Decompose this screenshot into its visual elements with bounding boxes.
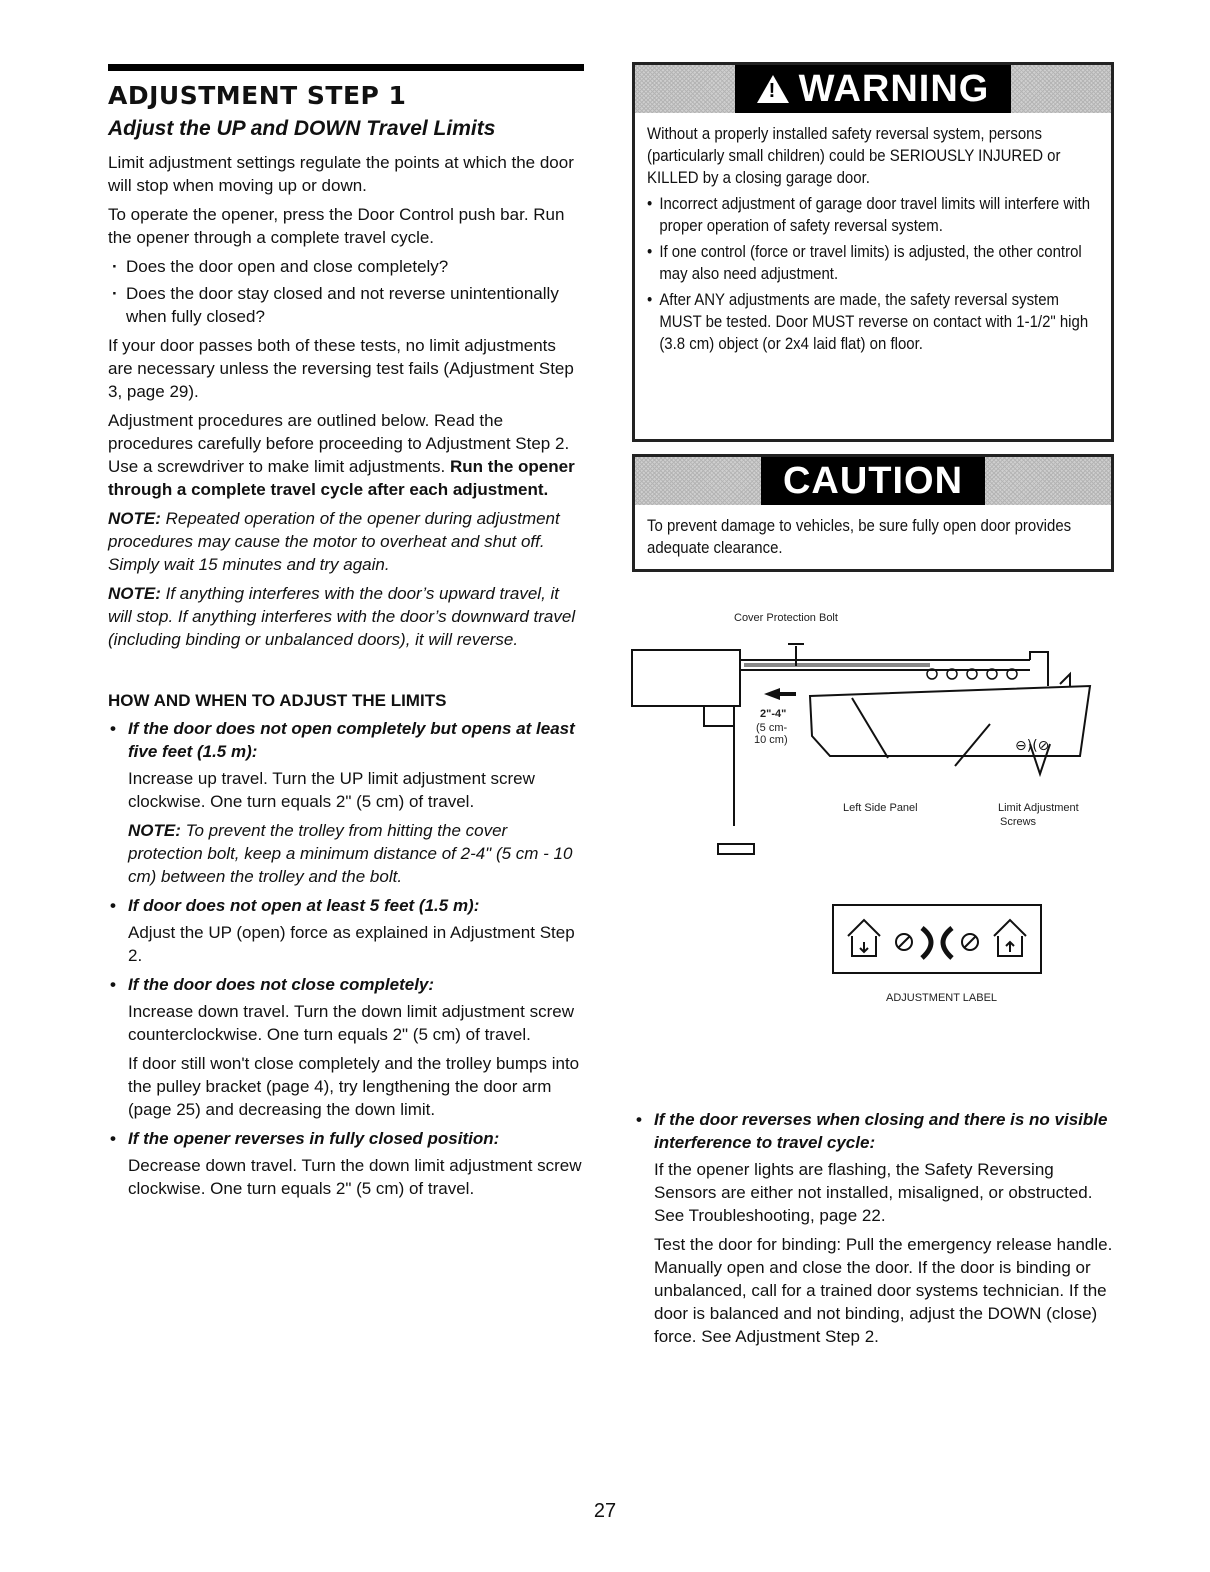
- list-item: • After ANY adjustments are made, the safety reversal system MUST be tested. Door MUST reverse on contact with 1-1/2" high (3.8 cm) object (or 2x4 laid flat) on floor.: [647, 289, 1096, 355]
- limit-screws-label: Limit Adjustment: [998, 802, 1079, 814]
- caution-label: CAUTION: [761, 457, 985, 505]
- distance-label: 2"-4": [760, 708, 787, 720]
- reverse-section: [634, 1102, 1114, 1354]
- note-text: If anything interferes with the door’s upward travel, it will stop. If anything interferes with the door’s downward travel (including binding or unbalanced doors), it will reverse.: [108, 584, 576, 649]
- note-interference: [108, 582, 584, 651]
- note-overheat: [108, 507, 584, 576]
- cover-bolt-label: Cover Protection Bolt: [734, 612, 838, 624]
- condition-title: • If the opener reverses in fully closed position:: [108, 1127, 584, 1150]
- adjustment-label-caption: ADJUSTMENT LABEL: [886, 992, 998, 1004]
- condition-text: Increase down travel. Turn the down limit adjustment screw counterclockwise. One turn equals 2" (5 cm) of travel.: [128, 1002, 574, 1044]
- note-trolley: [128, 819, 584, 888]
- note-label: NOTE:: [128, 821, 181, 840]
- procedures-text: Adjustment procedures are outlined below. Read the procedures carefully before proceeding to Adjustment Step 2. Use a screwdriver to make limit adjustments.: [108, 411, 570, 476]
- page-number: 27: [593, 1500, 617, 1522]
- screw-icon: ⊖)(⊘: [1015, 738, 1050, 754]
- caution-banner: [635, 457, 1111, 505]
- rail: [740, 660, 1030, 670]
- condition-title: • If the door reverses when closing and there is no visible interference to travel cycle:: [634, 1108, 1114, 1154]
- condition-text: Adjust the UP (open) force as explained in Adjustment Step 2.: [128, 923, 575, 965]
- condition-title: • If the door does not close completely:: [108, 973, 584, 996]
- warning-label: WARNING: [798, 67, 990, 110]
- header-bracket: [632, 650, 740, 706]
- note-label: NOTE:: [108, 584, 161, 603]
- condition-text: Increase up travel. Turn the UP limit adjustment screw clockwise. One turn equals 2" (5 cm) of travel.: [128, 769, 535, 811]
- warning-box: [632, 62, 1114, 442]
- condition-text: If door still won't close completely and the trolley bumps into the pulley bracket (page 4), try lengthening the door arm (page 25) and decreasing the down limit.: [128, 1054, 580, 1119]
- condition-title: • If door does not open at least 5 feet (1.5 m):: [108, 894, 584, 917]
- step-subtitle: Adjust the UP and DOWN Travel Limits: [108, 117, 496, 140]
- list-item: • If one control (force or travel limits) is adjusted, the other control may also need adjustment.: [647, 241, 1096, 285]
- reverse-text: Test the door for binding: Pull the emergency release handle. Manually open and close the door. If the door is binding or unbalanced, call for a trained door systems technician. If the door is balanced and not binding, adjust the DOWN (close) force. See Adjustment Step 2.: [654, 1235, 1113, 1346]
- note-label: NOTE:: [108, 509, 161, 528]
- test-list: [108, 255, 584, 328]
- opener-diagram: [630, 626, 1110, 866]
- intro-paragraph: Limit adjustment settings regulate the points at which the door will stop when moving up or down.: [108, 153, 574, 195]
- warning-intro: Without a properly installed safety reversal system, persons (particularly small children) could be SERIOUSLY INJURED or KILLED by a closing garage door.: [647, 124, 1061, 187]
- distance-label: 10 cm): [754, 734, 788, 746]
- list-item: · Does the door stay closed and not reverse unintentionally when fully closed?: [108, 282, 584, 328]
- left-panel-label: Left Side Panel: [843, 802, 918, 814]
- caution-box: [632, 454, 1114, 572]
- condition-text: Decrease down travel. Turn the down limit adjustment screw clockwise. One turn equals 2" (5 cm) of travel.: [128, 1156, 582, 1198]
- list-item: • Incorrect adjustment of garage door travel limits will interfere with proper operation of safety reversal system.: [647, 193, 1096, 237]
- arrow-left-icon: [764, 688, 796, 700]
- condition-title: • If the door does not open completely but opens at least five feet (1.5 m):: [108, 717, 584, 763]
- note-text: To prevent the trolley from hitting the cover protection bolt, keep a minimum distance of 2-4" (5 cm - 10 cm) between the trolley and the bolt.: [128, 821, 573, 886]
- heading-rule: [108, 64, 584, 71]
- passes-paragraph: If your door passes both of these tests, no limit adjustments are necessary unless the reversing test fails (Adjustment Step 3, page 29).: [108, 336, 574, 401]
- procedures-paragraph: [108, 409, 584, 501]
- reverse-text: If the opener lights are flashing, the Safety Reversing Sensors are either not installed, misaligned, or obstructed. See Troubleshooting, page 22.: [654, 1160, 1093, 1225]
- list-item: · Does the door open and close completely?: [108, 255, 584, 278]
- limit-screws-label: Screws: [1000, 816, 1037, 828]
- how-heading: HOW AND WHEN TO ADJUST THE LIMITS: [108, 691, 447, 710]
- step-title: ADJUSTMENT STEP 1: [108, 81, 407, 110]
- warning-triangle-icon: !: [757, 75, 789, 103]
- distance-label: (5 cm-: [756, 722, 788, 734]
- note-text: Repeated operation of the opener during adjustment procedures may cause the motor to overheat and shut off. Simply wait 15 minutes and try again.: [108, 509, 560, 574]
- caution-text: To prevent damage to vehicles, be sure fully open door provides adequate clearance.: [647, 516, 1072, 557]
- cover-bolt: [788, 644, 804, 666]
- adjustment-label-icons: [834, 906, 1040, 972]
- operate-paragraph: To operate the opener, press the Door Control push bar. Run the opener through a complete travel cycle.: [108, 205, 565, 247]
- adjustment-label-box: [832, 904, 1042, 974]
- procedures-bold-text: Run the opener through a complete travel cycle after each adjustment.: [108, 457, 575, 499]
- warning-list: [647, 193, 1096, 355]
- warning-banner: [635, 65, 1111, 113]
- left-column: [108, 64, 584, 1206]
